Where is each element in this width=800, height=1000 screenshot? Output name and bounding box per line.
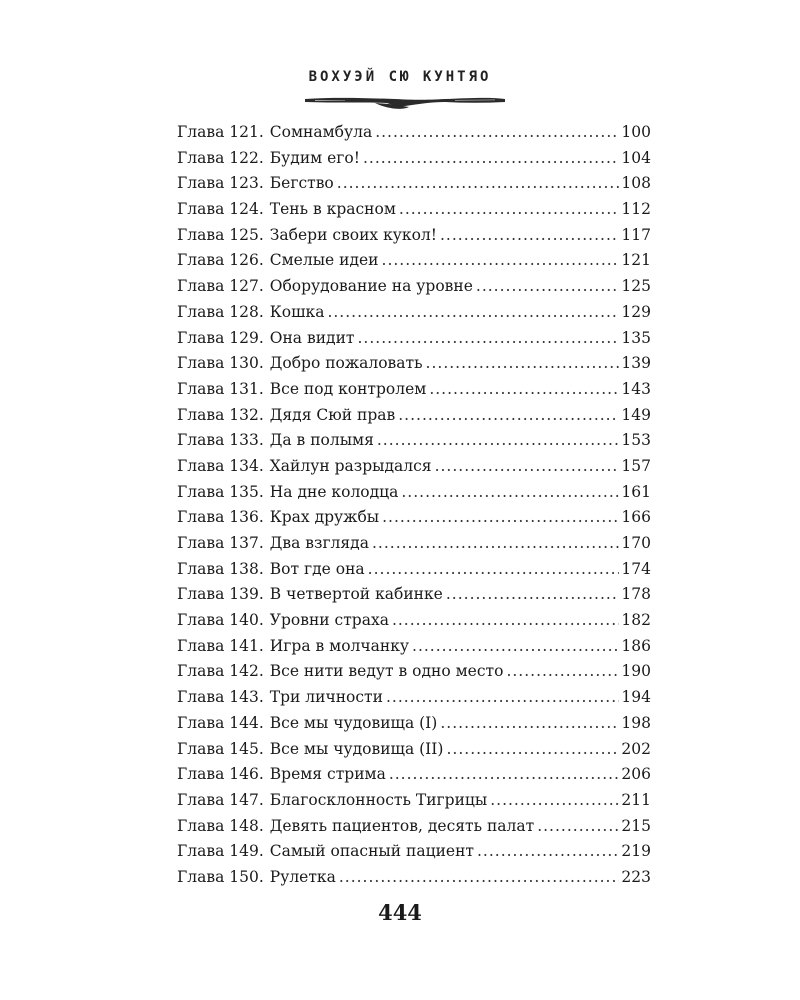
toc-chapter-number: Глава 149.	[177, 842, 264, 861]
toc-chapter-title: Рулетка	[269, 867, 336, 886]
toc-page-number: 219	[621, 842, 651, 861]
toc-dot-leader	[382, 505, 619, 531]
toc-chapter-number: Глава 143.	[177, 688, 264, 707]
toc-dot-leader	[375, 120, 619, 146]
toc-chapter-number: Глава 131.	[177, 379, 264, 398]
toc-page-number: 112	[621, 200, 651, 219]
toc-page-number: 104	[621, 148, 651, 167]
toc-chapter-title: Уровни страха	[269, 611, 389, 630]
toc-entry[interactable]	[177, 505, 651, 531]
toc-entry[interactable]	[177, 248, 651, 274]
toc-entry[interactable]	[177, 428, 651, 454]
toc-chapter-title: Бегство	[269, 174, 334, 193]
toc-page-number: 149	[621, 405, 651, 424]
toc-chapter-number: Глава 141.	[177, 636, 264, 655]
toc-dot-leader	[398, 403, 619, 429]
toc-chapter-number: Глава 121.	[177, 123, 264, 141]
toc-chapter-number: Глава 129.	[177, 328, 264, 347]
toc-chapter-title: Забери своих кукол!	[269, 225, 437, 244]
toc-entry[interactable]	[177, 223, 651, 249]
toc-entry[interactable]	[177, 557, 651, 583]
running-header	[0, 66, 800, 85]
toc-page-number: 143	[621, 379, 651, 398]
toc-chapter-title: В четвертой кабинке	[269, 585, 443, 604]
toc-chapter-number: Глава 135.	[177, 482, 264, 501]
toc-page-number: 223	[621, 867, 651, 886]
toc-entry[interactable]	[177, 788, 651, 814]
toc-dot-leader	[357, 326, 619, 352]
toc-entry[interactable]	[177, 634, 651, 660]
toc-page-number: 125	[621, 277, 651, 296]
toc-dot-leader	[440, 711, 619, 737]
book-title: ВОХУЭЙ СЮ КУНТЯО	[308, 69, 492, 85]
toc-chapter-number: Глава 137.	[177, 534, 264, 552]
toc-chapter-number: Глава 128.	[177, 302, 264, 321]
toc-chapter-title: Оборудование на уровне	[269, 277, 473, 296]
table-of-contents	[177, 120, 651, 891]
toc-chapter-number: Глава 124.	[177, 200, 264, 219]
toc-chapter-number: Глава 123.	[177, 174, 264, 193]
toc-chapter-title: Тень в красном	[269, 200, 396, 219]
toc-dot-leader	[506, 659, 619, 685]
toc-page-number: 108	[621, 174, 651, 193]
toc-chapter-number: Глава 134.	[177, 456, 264, 475]
toc-dot-leader	[339, 865, 620, 891]
toc-chapter-number: Глава 130.	[177, 354, 264, 373]
toc-chapter-title: Сомнамбула	[269, 123, 373, 141]
toc-page-number: 135	[621, 328, 651, 347]
toc-chapter-title: Вот где она	[269, 559, 365, 578]
toc-dot-leader	[446, 582, 620, 608]
toc-chapter-title: Все мы чудовища (II)	[269, 739, 444, 758]
toc-dot-leader	[372, 531, 619, 557]
toc-entry[interactable]	[177, 326, 651, 352]
toc-dot-leader	[426, 351, 620, 377]
toc-entry[interactable]	[177, 839, 651, 865]
toc-entry[interactable]	[177, 480, 651, 506]
toc-chapter-title: Все мы чудовища (I)	[269, 713, 438, 732]
toc-dot-leader	[363, 146, 619, 172]
toc-page-number: 129	[621, 302, 651, 321]
toc-page-number: 215	[621, 816, 651, 835]
toc-chapter-number: Глава 138.	[177, 559, 264, 578]
toc-page-number: 198	[621, 713, 651, 732]
toc-entry[interactable]	[177, 762, 651, 788]
toc-chapter-title: Все под контролем	[269, 379, 427, 398]
toc-chapter-number: Глава 125.	[177, 225, 264, 244]
toc-chapter-title: Добро пожаловать	[269, 354, 423, 373]
toc-entry[interactable]	[177, 582, 651, 608]
toc-chapter-number: Глава 146.	[177, 765, 264, 784]
toc-chapter-number: Глава 126.	[177, 251, 264, 270]
toc-dot-leader	[440, 223, 619, 249]
toc-dot-leader	[446, 737, 619, 763]
toc-page-number: 206	[621, 765, 651, 784]
toc-page-number: 166	[621, 508, 651, 527]
toc-page-number: 161	[621, 482, 651, 501]
toc-entry[interactable]	[177, 274, 651, 300]
toc-chapter-title: На дне колодца	[269, 482, 399, 501]
toc-page-number: 139	[621, 354, 651, 373]
toc-dot-leader	[401, 480, 619, 506]
toc-entry[interactable]	[177, 146, 651, 172]
toc-dot-leader	[412, 634, 619, 660]
toc-dot-leader	[327, 300, 619, 326]
toc-entry[interactable]	[177, 403, 651, 429]
toc-dot-leader	[368, 557, 620, 583]
toc-dot-leader	[389, 762, 620, 788]
toc-dot-leader	[382, 248, 620, 274]
toc-chapter-number: Глава 133.	[177, 431, 264, 450]
toc-page-number: 190	[621, 662, 651, 681]
toc-page-number: 100	[621, 123, 651, 141]
toc-chapter-title: Хайлун разрыдался	[269, 456, 432, 475]
toc-page-number: 121	[621, 251, 651, 270]
toc-page-number: 182	[621, 611, 651, 630]
toc-dot-leader	[377, 428, 620, 454]
toc-entry[interactable]	[177, 300, 651, 326]
toc-chapter-number: Глава 147.	[177, 790, 264, 809]
toc-page-number: 186	[621, 636, 651, 655]
toc-dot-leader	[537, 814, 619, 840]
toc-dot-leader	[429, 377, 619, 403]
toc-entry[interactable]	[177, 120, 651, 146]
toc-page-number: 178	[621, 585, 651, 604]
toc-page-number: 202	[621, 739, 651, 758]
toc-dot-leader	[399, 197, 620, 223]
toc-chapter-title: Да в полымя	[269, 431, 374, 450]
toc-chapter-title: Кошка	[269, 302, 325, 321]
toc-entry[interactable]	[177, 865, 651, 891]
toc-chapter-title: Самый опасный пациент	[269, 842, 474, 861]
toc-chapter-number: Глава 150.	[177, 867, 264, 886]
toc-page-number: 117	[621, 225, 651, 244]
toc-entry[interactable]	[177, 454, 651, 480]
toc-entry[interactable]	[177, 531, 651, 557]
toc-chapter-title: Крах дружбы	[269, 508, 380, 527]
toc-page-number: 157	[621, 456, 651, 475]
toc-entry[interactable]	[177, 377, 651, 403]
toc-entry[interactable]	[177, 197, 651, 223]
toc-chapter-title: Смелые идеи	[269, 251, 379, 270]
toc-chapter-title: Девять пациентов, десять палат	[269, 816, 535, 835]
toc-page-number: 211	[621, 790, 651, 809]
toc-dot-leader	[490, 788, 619, 814]
toc-entry[interactable]	[177, 659, 651, 685]
toc-entry[interactable]	[177, 608, 651, 634]
toc-chapter-title: Игра в молчанку	[269, 636, 410, 655]
toc-chapter-title: Она видит	[269, 328, 355, 347]
toc-entry[interactable]	[177, 685, 651, 711]
toc-chapter-title: Будим его!	[269, 148, 360, 167]
toc-chapter-number: Глава 144.	[177, 713, 264, 732]
toc-dot-leader	[435, 454, 620, 480]
toc-chapter-title: Все нити ведут в одно место	[269, 662, 504, 681]
toc-dot-leader	[392, 608, 619, 634]
toc-chapter-number: Глава 145.	[177, 739, 264, 758]
toc-entry[interactable]	[177, 711, 651, 737]
toc-dot-leader	[477, 839, 619, 865]
toc-chapter-number: Глава 142.	[177, 662, 264, 681]
toc-entry[interactable]	[177, 737, 651, 763]
toc-chapter-number: Глава 132.	[177, 405, 264, 424]
toc-chapter-number: Глава 148.	[177, 816, 264, 835]
toc-chapter-title: Благосклонность Тигрицы	[269, 790, 488, 809]
toc-page-number: 174	[621, 559, 651, 578]
toc-chapter-number: Глава 140.	[177, 611, 264, 630]
toc-chapter-number: Глава 136.	[177, 508, 264, 527]
toc-page-number: 153	[621, 431, 651, 450]
toc-chapter-title: Три личности	[269, 688, 383, 707]
toc-chapter-number: Глава 122.	[177, 148, 264, 167]
page-number: 444	[378, 900, 422, 925]
toc-chapter-number: Глава 127.	[177, 277, 264, 296]
toc-entry[interactable]	[177, 171, 651, 197]
toc-page-number: 194	[621, 688, 651, 707]
toc-chapter-title: Два взгляда	[269, 534, 369, 552]
toc-chapter-title: Дядя Сюй прав	[269, 405, 396, 424]
toc-page-number: 170	[621, 534, 651, 552]
toc-entry[interactable]	[177, 351, 651, 377]
brush-stroke-ornament-icon	[305, 94, 505, 112]
toc-chapter-title: Время стрима	[269, 765, 386, 784]
toc-entry[interactable]	[177, 814, 651, 840]
toc-dot-leader	[386, 685, 619, 711]
toc-chapter-number: Глава 139.	[177, 585, 264, 604]
toc-dot-leader	[337, 171, 620, 197]
toc-dot-leader	[476, 274, 620, 300]
